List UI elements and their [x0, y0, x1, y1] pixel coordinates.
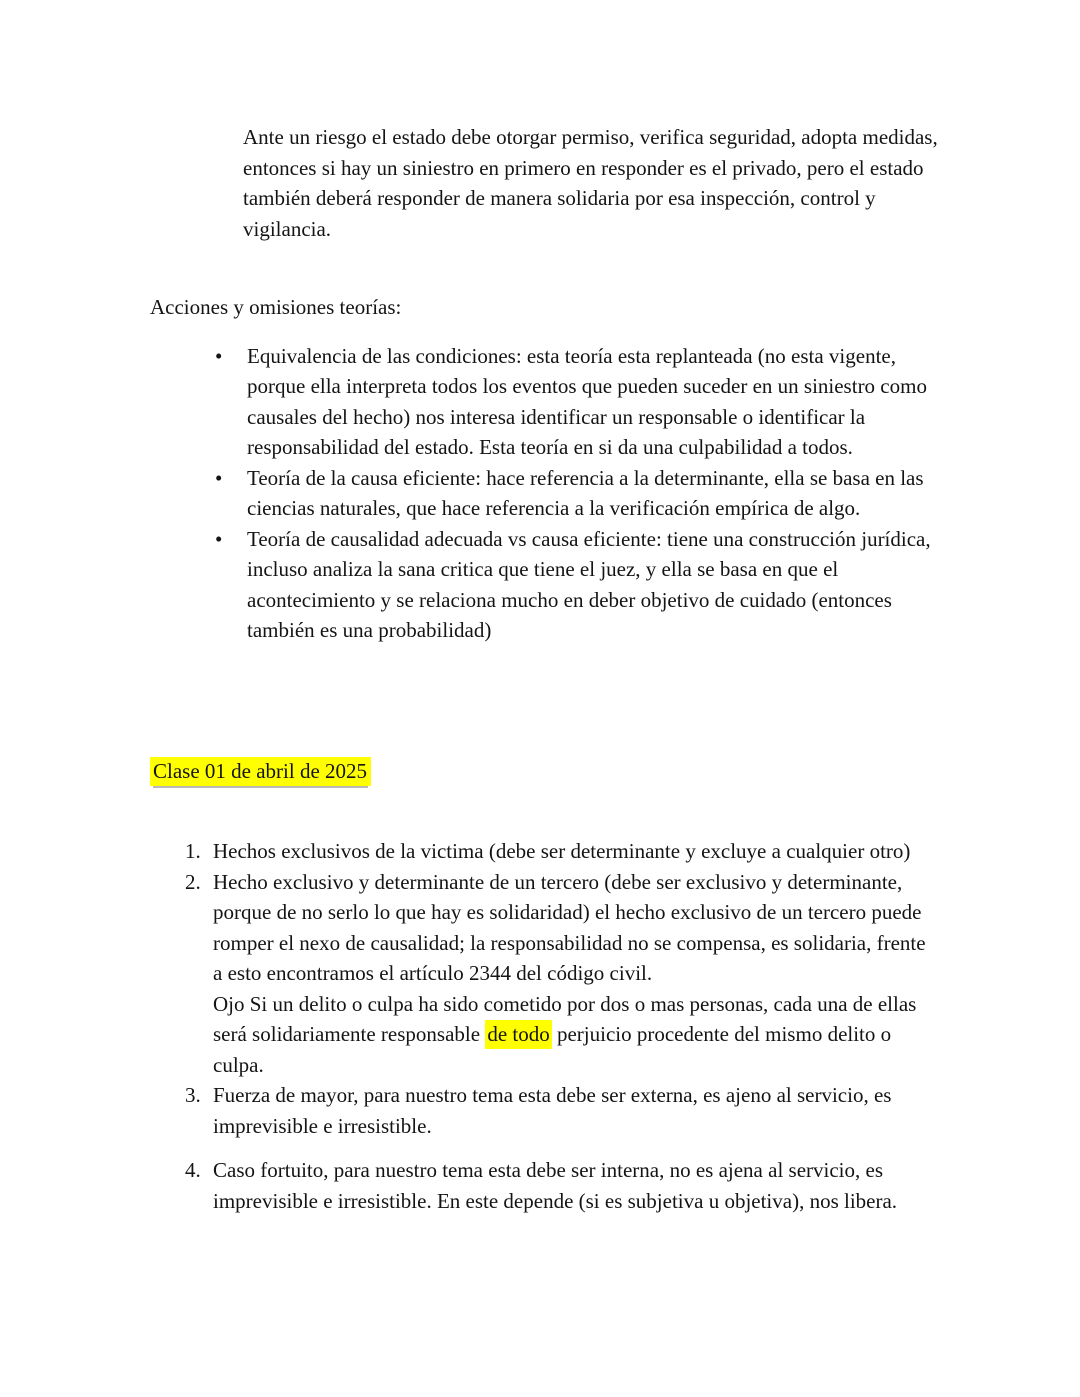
bullet-item-text: Teoría de la causa eficiente: hace referencia a la determinante, ella se basa en las ciencias naturales, que hace referencia a la verificación empírica de algo. [247, 465, 924, 520]
item-note [213, 989, 940, 1081]
exoneration-numbered-list [150, 836, 940, 1216]
intro-paragraph: Ante un riesgo el estado debe otorgar permiso, verifica seguridad, adopta medidas, entonces si hay un siniestro en primero en responder es el privado, pero el estado también deberá responder de manera solidaria por esa inspección, control y vigilancia. [243, 125, 938, 241]
item-number: 2. [185, 869, 201, 894]
note-text-after: perjuicio procedente del mismo delito o culpa. [213, 1022, 892, 1077]
numbered-item-3 [150, 1080, 940, 1141]
item-text: Caso fortuito, para nuestro tema esta debe ser interna, no es ajena al servicio, es imprevisible e irresistible. En este depende (si es subjetiva u objetiva), nos libera. [213, 1158, 898, 1213]
bullet-item-causa-eficiente [150, 463, 940, 524]
bullet-marker: • [215, 465, 223, 490]
bullet-item-text: Equivalencia de las condiciones: esta teoría esta replanteada (no esta vigente, porque ella interpreta todos los eventos que pueden suceder en un siniestro como causales del hecho) nos interesa identificar un responsable o identificar la responsabilidad del estado. Esta teoría en si da una culpabilidad a todos. [247, 343, 927, 459]
item-number: 4. [185, 1158, 201, 1182]
item-text: Fuerza de mayor, para nuestro tema esta debe ser externa, es ajeno al servicio, es imprevisible e irresistible. [213, 1083, 892, 1138]
bullet-marker: • [215, 343, 223, 368]
bullet-item-text: Teoría de causalidad adecuada vs causa eficiente: tiene una construcción jurídica, incluso analiza la sana critica que tiene el juez, y ella se basa en que el acontecimiento y se relaciona mucho en deber objetivo de cuidado (entonces también es una probabilidad) [247, 526, 931, 642]
numbered-item-4 [150, 1155, 940, 1216]
section-heading: Acciones y omisiones teorías: [150, 295, 402, 319]
note-highlight: de todo [485, 1020, 551, 1049]
bullet-marker: • [215, 526, 223, 551]
item-text: Hecho exclusivo y determinante de un tercero (debe ser exclusivo y determinante, porque de no serlo lo que hay es solidaridad) el hecho exclusivo de un tercero puede romper el nexo de causalidad; la responsabilidad no se compensa, es solidaria, frente a esto encontramos el artículo 2344 del código civil. [213, 869, 926, 985]
item-number: 1. [185, 839, 201, 863]
numbered-item-1 [150, 836, 940, 867]
theories-bullet-list [150, 341, 940, 646]
item-number: 3. [185, 1083, 201, 1107]
item-text: Hechos exclusivos de la victima (debe ser determinante y excluye a cualquier otro) [213, 839, 911, 863]
class-date-heading [150, 756, 940, 787]
class-date-highlight: Clase 01 de abril de 2025 [150, 757, 371, 786]
numbered-item-2 [150, 867, 940, 1081]
bullet-item-equivalencia [150, 341, 940, 463]
note-text-before: Ojo Si un delito o culpa ha sido cometido por dos o mas personas, cada una de ellas será solidariamente responsable [213, 991, 917, 1046]
bullet-item-causalidad-adecuada [150, 524, 940, 646]
